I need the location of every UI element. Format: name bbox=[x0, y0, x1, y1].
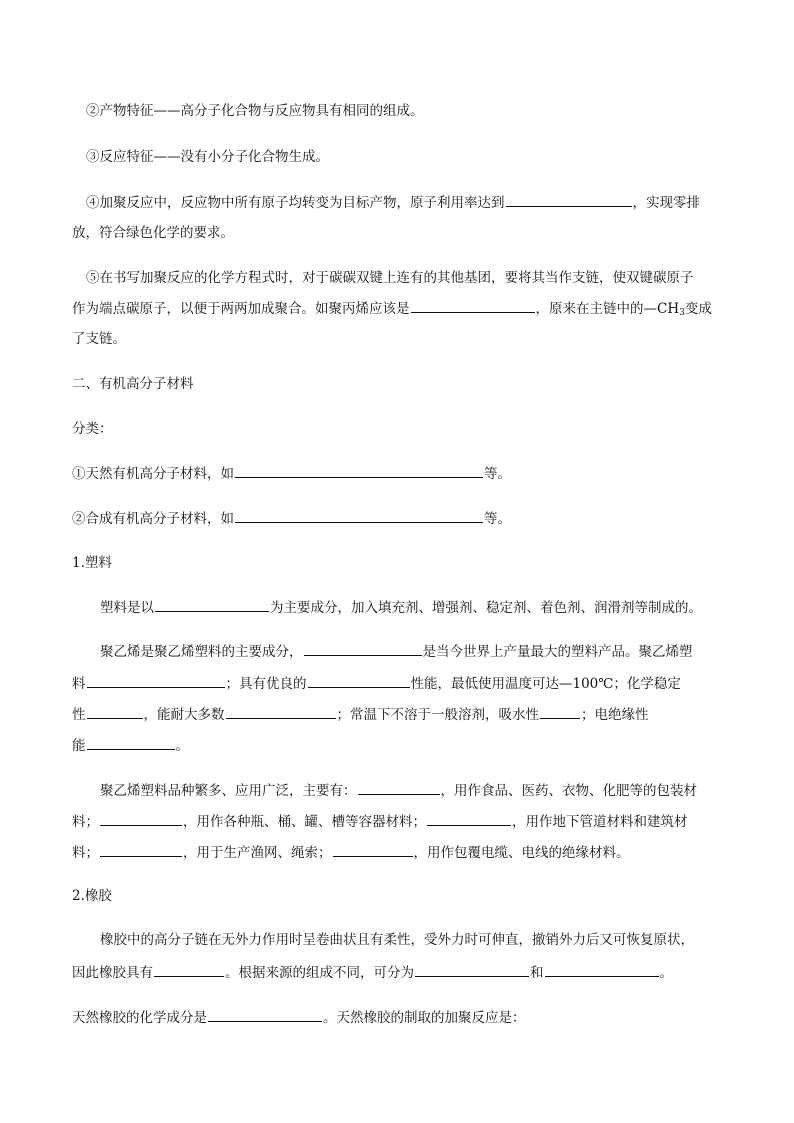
text: 性能，最低使用温度可达—100℃；化学稳定 bbox=[410, 676, 681, 692]
fill-blank[interactable] bbox=[358, 780, 440, 795]
fill-blank[interactable] bbox=[208, 1007, 322, 1022]
text: 。根据来源的组成不同，可分为 bbox=[225, 965, 414, 981]
fill-blank[interactable] bbox=[235, 463, 483, 478]
text: ，能耐大多数 bbox=[143, 707, 225, 723]
polyethylene-line-3 bbox=[72, 704, 794, 725]
text: 放，符合绿色化学的要求。 bbox=[72, 225, 234, 241]
text: 天然橡胶的化学成分是 bbox=[72, 1010, 207, 1026]
text: ，实现零排 bbox=[632, 195, 700, 211]
text: ，原来在主链中的—CH bbox=[535, 301, 680, 317]
text: ；常温下不溶于一般溶剂，吸水性 bbox=[336, 707, 539, 723]
section-heading bbox=[72, 374, 794, 394]
text: ，用作各种瓶、桶、罐、槽等容器材料； bbox=[183, 814, 426, 830]
text: 。天然橡胶的制取的加聚反应是： bbox=[323, 1010, 526, 1026]
text: 。 bbox=[175, 738, 189, 754]
text: ②产物特征——高分子化合物与反应物具有相同的组成。 bbox=[86, 103, 424, 119]
fill-blank[interactable] bbox=[100, 842, 182, 857]
point-4-line-1 bbox=[86, 192, 794, 213]
fill-blank[interactable] bbox=[226, 704, 336, 719]
text: ；电绝缘性 bbox=[581, 707, 649, 723]
plastic-heading bbox=[72, 553, 794, 573]
fill-blank[interactable] bbox=[333, 842, 413, 857]
subscript: 3 bbox=[679, 308, 685, 318]
polyethylene-line-2 bbox=[72, 673, 794, 694]
text: 。 bbox=[659, 965, 673, 981]
classification-item-natural bbox=[72, 463, 794, 484]
fill-blank[interactable] bbox=[100, 811, 182, 826]
text: 为主要成分，加入填充剂、增强剂、稳定剂、着色剂、润滑剂等制成的。 bbox=[270, 600, 702, 616]
text: 1.塑料 bbox=[72, 555, 112, 571]
varieties-line-1 bbox=[100, 780, 794, 801]
text: 能 bbox=[72, 738, 86, 754]
polyethylene-line-4 bbox=[72, 735, 794, 756]
text: ②合成有机高分子材料，如 bbox=[72, 511, 234, 527]
text: 等。 bbox=[484, 511, 511, 527]
rubber-heading bbox=[72, 886, 794, 906]
fill-blank[interactable] bbox=[235, 508, 483, 523]
fill-blank[interactable] bbox=[411, 298, 535, 313]
fill-blank[interactable] bbox=[304, 641, 422, 656]
fill-blank[interactable] bbox=[87, 704, 143, 719]
text: 料； bbox=[72, 814, 99, 830]
classification-label bbox=[72, 419, 794, 439]
plastic-paragraph-1 bbox=[100, 597, 794, 618]
text: 聚乙烯是聚乙烯塑料的主要成分， bbox=[100, 644, 303, 660]
fill-blank[interactable] bbox=[155, 597, 269, 612]
fill-blank[interactable] bbox=[427, 811, 511, 826]
text: 了支链。 bbox=[72, 331, 126, 347]
text: 聚乙烯塑料品种繁多、应用广泛，主要有： bbox=[100, 783, 357, 799]
text: 等。 bbox=[484, 466, 511, 482]
text: 变成 bbox=[684, 301, 712, 317]
text: ③反应特征——没有小分子化合物生成。 bbox=[86, 149, 329, 165]
point-4-line-2 bbox=[72, 223, 794, 243]
text: 2.橡胶 bbox=[72, 888, 112, 904]
varieties-line-3 bbox=[72, 842, 794, 863]
text: 和 bbox=[530, 965, 544, 981]
classification-item-synthetic bbox=[72, 508, 794, 529]
fill-blank[interactable] bbox=[308, 673, 410, 688]
point-2-product-feature bbox=[86, 101, 794, 121]
varieties-line-2 bbox=[72, 811, 794, 832]
rubber-line-2 bbox=[72, 962, 794, 983]
fill-blank[interactable] bbox=[540, 704, 580, 719]
fill-blank[interactable] bbox=[545, 962, 659, 977]
polyethylene-line-1 bbox=[100, 641, 794, 662]
point-3-reaction-feature bbox=[86, 147, 794, 167]
text: ，用作包覆电缆、电线的绝缘材料。 bbox=[413, 845, 630, 861]
text: 橡胶中的高分子链在无外力作用时呈卷曲状且有柔性，受外力时可伸直，撤销外力后又可恢复原状， bbox=[100, 932, 694, 948]
text: 二、有机高分子材料 bbox=[72, 376, 194, 392]
point-5-line-1 bbox=[86, 268, 794, 288]
text: ，用作食品、医药、衣物、化肥等的包装材 bbox=[440, 783, 697, 799]
text: ④加聚反应中，反应物中所有原子均转变为目标产物，原子利用率达到 bbox=[86, 195, 505, 211]
text: 因此橡胶具有 bbox=[72, 965, 153, 981]
fill-blank[interactable] bbox=[87, 735, 175, 750]
text: ，用于生产渔网、绳索； bbox=[183, 845, 332, 861]
text: ①天然有机高分子材料，如 bbox=[72, 466, 234, 482]
text: 料 bbox=[72, 676, 86, 692]
fill-blank[interactable] bbox=[415, 962, 529, 977]
point-5-line-3 bbox=[72, 329, 794, 349]
text: 料； bbox=[72, 845, 99, 861]
text: 是当今世界上产量最大的塑料产品。聚乙烯塑 bbox=[422, 644, 693, 660]
point-5-line-2 bbox=[72, 298, 794, 319]
text: 作为端点碳原子，以便于两两加成聚合。如聚丙烯应该是 bbox=[72, 301, 410, 317]
fill-blank[interactable] bbox=[87, 673, 225, 688]
text: ，用作地下管道材料和建筑材 bbox=[512, 814, 688, 830]
text: 性 bbox=[72, 707, 86, 723]
rubber-line-1 bbox=[100, 930, 794, 950]
fill-blank[interactable] bbox=[154, 962, 224, 977]
text: ⑤在书写加聚反应的化学方程式时，对于碳碳双键上连有的其他基团，要将其当作支链，使双键碳原子 bbox=[86, 270, 694, 286]
text: 塑料是以 bbox=[100, 600, 154, 616]
text: ；具有优良的 bbox=[225, 676, 307, 692]
fill-blank[interactable] bbox=[506, 192, 632, 207]
text: 分类： bbox=[72, 421, 113, 437]
rubber-line-3 bbox=[72, 1007, 794, 1028]
